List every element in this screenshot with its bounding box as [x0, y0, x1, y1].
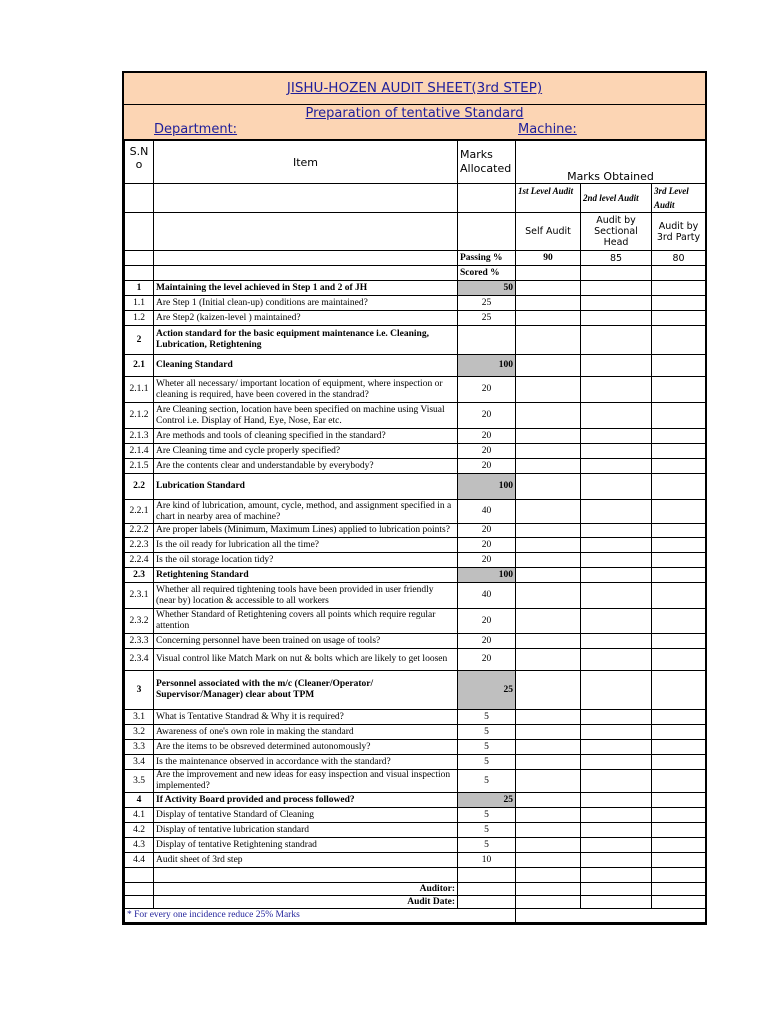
row-item: Cleaning Standard: [154, 355, 458, 377]
table-row: [125, 500, 706, 524]
auditor-label: Auditor:: [154, 883, 458, 896]
row-sno: 2.1.3: [125, 429, 154, 444]
row-sno: 2.2: [125, 474, 154, 500]
row-item: What is Tentative Standrad & Why it is required?: [154, 710, 458, 725]
row-sectional-audit[interactable]: [581, 538, 652, 553]
row-third-party-audit[interactable]: [652, 838, 706, 853]
row-self-audit[interactable]: [516, 524, 581, 538]
row-third-party-audit[interactable]: [652, 710, 706, 725]
row-sno: 2.1.2: [125, 403, 154, 429]
row-third-party-audit[interactable]: [652, 444, 706, 459]
row-self-audit[interactable]: [516, 568, 581, 583]
row-third-party-audit[interactable]: [652, 853, 706, 868]
row-self-audit[interactable]: [516, 500, 581, 524]
row-marks: 20: [458, 444, 516, 459]
row-third-party-audit[interactable]: [652, 538, 706, 553]
row-third-party-audit[interactable]: [652, 296, 706, 311]
row-marks: 50: [458, 281, 516, 296]
row-item: Is the maintenance observed in accordance with the standard?: [154, 755, 458, 770]
row-self-audit[interactable]: [516, 725, 581, 740]
row-sectional-audit[interactable]: [581, 296, 652, 311]
row-sectional-audit[interactable]: [581, 770, 652, 793]
row-self-audit[interactable]: [516, 583, 581, 609]
sno-header: S.N o: [125, 141, 154, 184]
row-item: Concerning personnel have been trained on usage of tools?: [154, 634, 458, 649]
row-third-party-audit[interactable]: [652, 609, 706, 634]
row-marks: 40: [458, 500, 516, 524]
row-marks: 5: [458, 710, 516, 725]
row-marks: 20: [458, 538, 516, 553]
row-sno: 2.2.1: [125, 500, 154, 524]
row-marks: 100: [458, 355, 516, 377]
row-sno: 1: [125, 281, 154, 296]
table-row: [125, 583, 706, 609]
row-third-party-audit[interactable]: [652, 649, 706, 671]
table-row: [125, 838, 706, 853]
row-sectional-audit[interactable]: [581, 377, 652, 403]
row-item: Are Cleaning time and cycle properly specified?: [154, 444, 458, 459]
row-sno: 2.1.4: [125, 444, 154, 459]
row-sectional-audit[interactable]: [581, 823, 652, 838]
scored-label: Scored %: [458, 266, 516, 281]
sectional-head-header: Audit by Sectional Head: [581, 213, 652, 251]
row-marks: 20: [458, 459, 516, 474]
auditor-sectional-field[interactable]: [581, 883, 652, 896]
row-item: Display of tentative lubrication standard: [154, 823, 458, 838]
row-marks: 20: [458, 634, 516, 649]
row-third-party-audit[interactable]: [652, 524, 706, 538]
row-sno: 4: [125, 793, 154, 808]
row-sno: 1.2: [125, 311, 154, 326]
row-third-party-audit[interactable]: [652, 725, 706, 740]
row-item: Are Step 1 (Initial clean-up) conditions are maintained?: [154, 296, 458, 311]
row-sno: 2.3.2: [125, 609, 154, 634]
row-sno: 2.1.5: [125, 459, 154, 474]
row-self-audit[interactable]: [516, 296, 581, 311]
row-marks: 20: [458, 403, 516, 429]
row-third-party-audit[interactable]: [652, 311, 706, 326]
sheet-subheader: [124, 105, 705, 140]
row-sectional-audit[interactable]: [581, 568, 652, 583]
table-row: [125, 429, 706, 444]
third-party-header: Audit by 3rd Party: [652, 213, 706, 251]
row-third-party-audit[interactable]: [652, 429, 706, 444]
row-self-audit[interactable]: [516, 281, 581, 296]
row-sectional-audit[interactable]: [581, 793, 652, 808]
audit-date-field[interactable]: [652, 896, 706, 909]
row-item: Maintaining the level achieved in Step 1 and 2 of JH: [154, 281, 458, 296]
table-row: [125, 296, 706, 311]
row-self-audit[interactable]: [516, 823, 581, 838]
row-third-party-audit[interactable]: [652, 755, 706, 770]
blank-cell: [154, 868, 458, 883]
row-self-audit[interactable]: [516, 793, 581, 808]
row-marks: 40: [458, 583, 516, 609]
row-self-audit[interactable]: [516, 377, 581, 403]
row-item: Action standard for the basic equipment maintenance i.e. Cleaning, Lubrication, Retightening: [154, 326, 458, 355]
section-row: [125, 793, 706, 808]
section-row: [125, 281, 706, 296]
row-sno: 2.2.4: [125, 553, 154, 568]
row-third-party-audit[interactable]: [652, 770, 706, 793]
auditor-row: [125, 883, 706, 896]
row-item: Are proper labels (Minimum, Maximum Lines) applied to lubrication points?: [154, 524, 458, 538]
row-sectional-audit[interactable]: [581, 524, 652, 538]
row-sno: 3.3: [125, 740, 154, 755]
row-marks: 20: [458, 524, 516, 538]
row-sectional-audit[interactable]: [581, 649, 652, 671]
first-level-header: 1st Level Audit: [516, 184, 581, 213]
row-item: Is the oil storage location tidy?: [154, 553, 458, 568]
row-self-audit[interactable]: [516, 444, 581, 459]
row-self-audit[interactable]: [516, 553, 581, 568]
sheet-title: JISHU-HOZEN AUDIT SHEET(3rd STEP): [124, 73, 705, 105]
row-sectional-audit[interactable]: [581, 853, 652, 868]
row-sno: 1.1: [125, 296, 154, 311]
section-row: [125, 326, 706, 355]
row-self-audit[interactable]: [516, 710, 581, 725]
blank-cell: [581, 868, 652, 883]
row-item: Are Cleaning section, location have been specified on machine using Visual Control i.e. Display of Hand, Eye, Nose, Ear etc.: [154, 403, 458, 429]
row-item: Are the items to be obsreved determined autonomously?: [154, 740, 458, 755]
blank-cell: [125, 868, 154, 883]
row-self-audit[interactable]: [516, 853, 581, 868]
row-marks: 20: [458, 649, 516, 671]
audit-sheet: [122, 71, 707, 925]
row-sectional-audit[interactable]: [581, 740, 652, 755]
table-row: [125, 553, 706, 568]
row-item: Awareness of one's own role in making the standard: [154, 725, 458, 740]
row-marks: 5: [458, 808, 516, 823]
footnote-row: [125, 909, 706, 923]
row-sno: 3.1: [125, 710, 154, 725]
audit-date-field[interactable]: [458, 896, 516, 909]
footnote: * For every one incidence reduce 25% Marks: [125, 909, 516, 923]
row-marks: 5: [458, 755, 516, 770]
row-third-party-audit[interactable]: [652, 823, 706, 838]
row-sectional-audit[interactable]: [581, 474, 652, 500]
row-sno: 2.3.3: [125, 634, 154, 649]
row-third-party-audit[interactable]: [652, 568, 706, 583]
section-row: [125, 568, 706, 583]
audit-table: [124, 140, 706, 923]
scored-row: [125, 266, 706, 281]
row-self-audit[interactable]: [516, 474, 581, 500]
row-self-audit[interactable]: [516, 311, 581, 326]
row-sectional-audit[interactable]: [581, 444, 652, 459]
table-row: [125, 710, 706, 725]
row-sno: 4.2: [125, 823, 154, 838]
auditor-self-field[interactable]: [458, 883, 516, 896]
row-third-party-audit[interactable]: [652, 808, 706, 823]
row-marks: 10: [458, 853, 516, 868]
row-marks: 25: [458, 296, 516, 311]
row-third-party-audit[interactable]: [652, 553, 706, 568]
table-row: [125, 725, 706, 740]
row-marks: 20: [458, 377, 516, 403]
table-row: [125, 649, 706, 671]
row-marks: 100: [458, 568, 516, 583]
row-sno: 3.4: [125, 755, 154, 770]
header-row: [125, 141, 706, 184]
row-item: Lubrication Standard: [154, 474, 458, 500]
table-row: [125, 524, 706, 538]
row-item: Are methods and tools of cleaning specified in the standard?: [154, 429, 458, 444]
row-sectional-audit[interactable]: [581, 671, 652, 710]
row-marks: 20: [458, 429, 516, 444]
table-row: [125, 770, 706, 793]
table-row: [125, 634, 706, 649]
row-self-audit[interactable]: [516, 671, 581, 710]
table-row: [125, 311, 706, 326]
row-sectional-audit[interactable]: [581, 583, 652, 609]
passing-third-party: 80: [652, 251, 706, 266]
row-sno: 2: [125, 326, 154, 355]
row-third-party-audit[interactable]: [652, 403, 706, 429]
table-row: [125, 755, 706, 770]
row-sectional-audit[interactable]: [581, 725, 652, 740]
row-sectional-audit[interactable]: [581, 838, 652, 853]
section-row: [125, 474, 706, 500]
row-self-audit[interactable]: [516, 649, 581, 671]
row-sno: 2.1.1: [125, 377, 154, 403]
row-marks: 5: [458, 770, 516, 793]
table-row: [125, 444, 706, 459]
row-third-party-audit[interactable]: [652, 281, 706, 296]
row-sectional-audit[interactable]: [581, 355, 652, 377]
row-sectional-audit[interactable]: [581, 429, 652, 444]
row-item: Are kind of lubrication, amount, cycle, method, and assignment specified in a chart in nearby area of machine?: [154, 500, 458, 524]
table-row: [125, 459, 706, 474]
row-item: If Activity Board provided and process followed?: [154, 793, 458, 808]
row-third-party-audit[interactable]: [652, 474, 706, 500]
row-self-audit[interactable]: [516, 355, 581, 377]
section-row: [125, 355, 706, 377]
self-audit-header: Self Audit: [516, 213, 581, 251]
row-sno: 2.2.2: [125, 524, 154, 538]
blank-cell: [458, 868, 516, 883]
table-row: [125, 403, 706, 429]
row-sectional-audit[interactable]: [581, 755, 652, 770]
audit-date-field[interactable]: [516, 896, 581, 909]
row-self-audit[interactable]: [516, 609, 581, 634]
row-third-party-audit[interactable]: [652, 500, 706, 524]
row-self-audit[interactable]: [516, 459, 581, 474]
row-self-audit[interactable]: [516, 538, 581, 553]
table-row: [125, 538, 706, 553]
row-third-party-audit[interactable]: [652, 355, 706, 377]
subtitle: Preparation of tentative Standard: [305, 106, 524, 121]
auditor-type-row: [125, 213, 706, 251]
row-sectional-audit[interactable]: [581, 459, 652, 474]
row-self-audit[interactable]: [516, 634, 581, 649]
row-item: Retightening Standard: [154, 568, 458, 583]
row-marks: 25: [458, 793, 516, 808]
passing-label: Passing %: [458, 251, 516, 266]
table-row: [125, 823, 706, 838]
row-marks: 25: [458, 671, 516, 710]
row-item: Wheter all necessary/ important location of equipment, where inspection or cleaning is required, have been covered in the standrad?: [154, 377, 458, 403]
row-third-party-audit[interactable]: [652, 793, 706, 808]
row-item: Is the oil ready for lubrication all the time?: [154, 538, 458, 553]
audit-date-field[interactable]: [581, 896, 652, 909]
row-self-audit[interactable]: [516, 429, 581, 444]
row-third-party-audit[interactable]: [652, 634, 706, 649]
row-marks: 5: [458, 740, 516, 755]
row-sno: 4.1: [125, 808, 154, 823]
department-label: Department:: [154, 122, 238, 137]
row-marks: 5: [458, 823, 516, 838]
row-third-party-audit[interactable]: [652, 377, 706, 403]
row-third-party-audit[interactable]: [652, 583, 706, 609]
table-row: [125, 808, 706, 823]
row-item: Visual control like Match Mark on nut & bolts which are likely to get loosen: [154, 649, 458, 671]
row-marks: 5: [458, 725, 516, 740]
auditor-self-field[interactable]: [516, 883, 581, 896]
row-item: Are Step2 (kaizen-level ) maintained?: [154, 311, 458, 326]
row-self-audit[interactable]: [516, 808, 581, 823]
row-self-audit[interactable]: [516, 326, 581, 355]
row-third-party-audit[interactable]: [652, 671, 706, 710]
row-item: Whether all required tightening tools have been provided in user friendly (near by) location & accessible to all workers: [154, 583, 458, 609]
item-header: Item: [154, 141, 458, 184]
row-sectional-audit[interactable]: [581, 553, 652, 568]
row-sectional-audit[interactable]: [581, 281, 652, 296]
row-self-audit[interactable]: [516, 755, 581, 770]
table-row: [125, 377, 706, 403]
row-sectional-audit[interactable]: [581, 500, 652, 524]
row-sno: 2.1: [125, 355, 154, 377]
row-sno: 3: [125, 671, 154, 710]
section-row: [125, 671, 706, 710]
passing-row: [125, 251, 706, 266]
blank-cell: [516, 868, 581, 883]
row-sno: 2.3.1: [125, 583, 154, 609]
row-sectional-audit[interactable]: [581, 403, 652, 429]
row-sectional-audit[interactable]: [581, 326, 652, 355]
spacer-row: [125, 868, 706, 883]
row-marks: 5: [458, 838, 516, 853]
table-row: [125, 609, 706, 634]
passing-sectional: 85: [581, 251, 652, 266]
machine-label: Machine:: [518, 122, 577, 137]
auditor-third-party-field[interactable]: [652, 883, 706, 896]
row-third-party-audit[interactable]: [652, 740, 706, 755]
row-marks: 20: [458, 609, 516, 634]
row-third-party-audit[interactable]: [652, 459, 706, 474]
row-sectional-audit[interactable]: [581, 311, 652, 326]
marks-allocated-header: Marks Allocated: [458, 141, 516, 184]
row-self-audit[interactable]: [516, 403, 581, 429]
row-self-audit[interactable]: [516, 740, 581, 755]
row-marks: 25: [458, 311, 516, 326]
row-sno: 3.2: [125, 725, 154, 740]
row-item: Display of tentative Retightening standrad: [154, 838, 458, 853]
row-sno: 2.3: [125, 568, 154, 583]
audit-date-row: [125, 896, 706, 909]
row-third-party-audit[interactable]: [652, 326, 706, 355]
blank-cell: [652, 868, 706, 883]
row-sno: 2.3.4: [125, 649, 154, 671]
row-self-audit[interactable]: [516, 838, 581, 853]
marks-obtained-header: Marks Obtained: [516, 141, 706, 184]
row-item: Are the contents clear and understandable by everybody?: [154, 459, 458, 474]
row-sno: 3.5: [125, 770, 154, 793]
row-item: Personnel associated with the m/c (Cleaner/Operator/ Supervisor/Manager) clear about TPM: [154, 671, 458, 710]
row-marks: [458, 326, 516, 355]
row-item: Audit sheet of 3rd step: [154, 853, 458, 868]
table-row: [125, 853, 706, 868]
row-item: Whether Standard of Retightening covers all points which require regular attention: [154, 609, 458, 634]
row-sectional-audit[interactable]: [581, 710, 652, 725]
table-row: [125, 740, 706, 755]
row-sno: 4.4: [125, 853, 154, 868]
row-marks: 100: [458, 474, 516, 500]
row-item: Display of tentative Standard of Cleaning: [154, 808, 458, 823]
row-item: Are the improvement and new ideas for easy inspection and visual inspection implemented?: [154, 770, 458, 793]
second-level-header: 2nd level Audit: [581, 184, 652, 213]
audit-date-label: Audit Date:: [154, 896, 458, 909]
row-sectional-audit[interactable]: [581, 634, 652, 649]
row-sno: 4.3: [125, 838, 154, 853]
passing-self: 90: [516, 251, 581, 266]
row-sectional-audit[interactable]: [581, 609, 652, 634]
row-sno: 2.2.3: [125, 538, 154, 553]
row-self-audit[interactable]: [516, 770, 581, 793]
row-sectional-audit[interactable]: [581, 808, 652, 823]
row-marks: 20: [458, 553, 516, 568]
level-row: [125, 184, 706, 213]
third-level-header: 3rd Level Audit: [652, 184, 706, 213]
